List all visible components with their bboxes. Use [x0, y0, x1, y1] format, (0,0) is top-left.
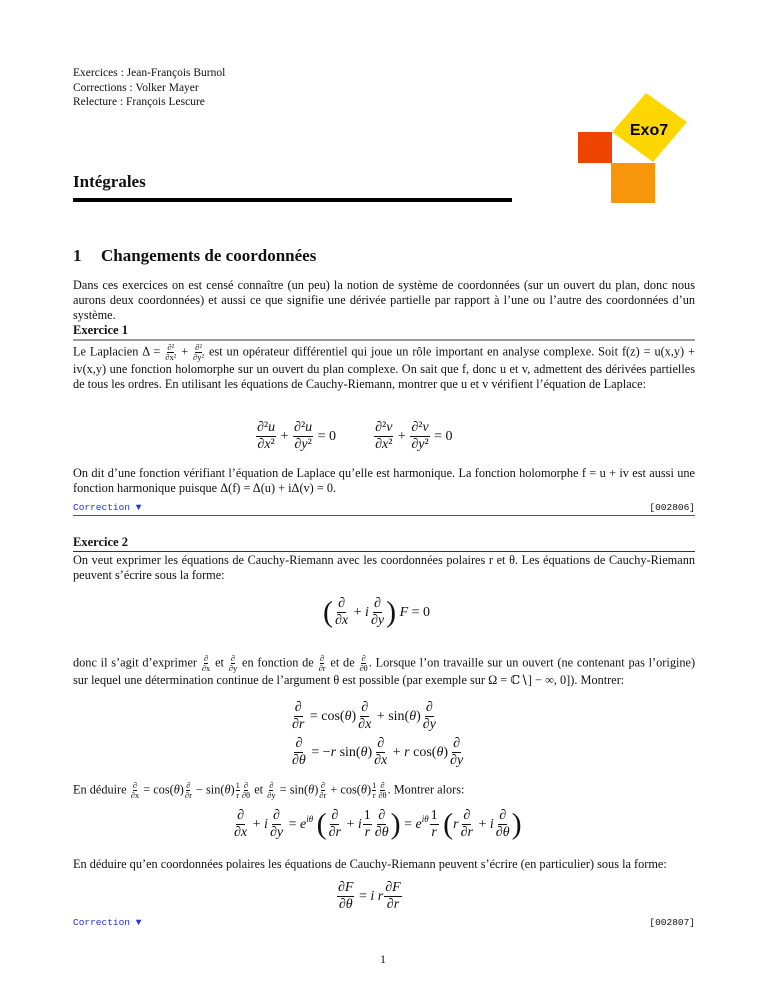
- exercise-2-intro: On veut exprimer les équations de Cauchy-Riemann avec les coordonnées polaires r et θ. Les équations de Cauchy-Riemann peuvent s’écrire sous la forme:: [73, 553, 695, 582]
- exercise-1-heading: Exercice 1: [73, 323, 695, 341]
- correction-link-1[interactable]: Correction ▼: [73, 502, 142, 513]
- polar-cauchy-riemann: $\frac{\partial F}{\partial\theta}$ = i r $\frac{\partial F}{\partial r}$: [338, 880, 401, 913]
- exercise-1-statement: Le Laplacien Δ = ∂² ∂x² + ∂² ∂y² est un opérateur différentiel qui joue un rôle important en analyse complexe. Soit f(z) = u(x,y) + iv(x,y) une fonction holomorphe sur un ouvert du plan complexe. On sait que f, donc u et v, admettent des dérivées partielles de tous les ordres. En utilisant les équations de Cauchy-Riemann, montrer que u et v vérifient l’équation de Laplace:: [73, 342, 696, 391]
- credit-corrections: Corrections : Volker Mayer: [73, 81, 199, 94]
- page-number: 1: [380, 952, 386, 966]
- polar-derivative-theta: $\frac{\partial}{\partial\theta}$ = −r sin(θ) $\frac{\partial}{\partial x}$ + r cos(θ) $\frac{\partial}{\partial y}$: [292, 736, 464, 769]
- cauchy-riemann-equation: ( $\frac{\partial}{\partial x}$ + i $\frac{\partial}{\partial y}$ ) F = 0: [323, 595, 431, 629]
- exercise-2-ref: [002807]: [649, 917, 695, 928]
- ex2-text-c: en fonction de: [242, 655, 314, 670]
- section-number: 1: [73, 246, 82, 265]
- exercise-1-conclusion: On dit d’une fonction vérifiant l’équation de Laplace qu’elle est harmonique. La fonction holomorphe f = u + iv est aussi une fonction harmonique puisque Δ(f) = Δ(u) + iΔ(v) = 0.: [73, 466, 695, 495]
- ex2-text-b: et: [215, 655, 224, 670]
- ex1-text-b: est un opérateur différentiel qui joue un rôle important en analyse complexe. Soit: [208, 344, 619, 359]
- title-rule: [73, 198, 512, 202]
- polar-derivative-r: $\frac{\partial}{\partial r}$ = cos(θ) $\frac{\partial}{\partial x}$ + sin(θ) $\frac{\partial}{\partial y}$: [292, 700, 436, 733]
- ex1-text-a: Le Laplacien Δ =: [73, 344, 161, 359]
- exercise-1-correction-bar: [73, 501, 695, 516]
- page-title: Intégrales: [73, 172, 146, 191]
- ex2-text-a: donc il s’agit d’exprimer: [73, 655, 198, 670]
- ex2-text-e: . Lorsque l’on travaille sur un ouvert (ne contenant pas l’origine) sur lequel une détermination continue de l’argument θ est possible (par exemple sur Ω = ℂ∖] − ∞, 0]). Montrer:: [73, 655, 696, 687]
- d2-dx2-fraction: ∂² ∂x²: [165, 342, 177, 362]
- ex2-show-label: Montrer alors:: [393, 782, 465, 797]
- exo7-logo: [570, 60, 710, 230]
- laplace-equations: $\frac{\text{∂²u}}{\text{∂x²}}$ + $\frac{\text{∂²u}}{\text{∂y²}}$ = 0 $\frac{\text{∂²v}}{\text{∂x²}}$ + $\frac{\text{∂²v}}{\text{∂y²}}$ = 0: [257, 420, 453, 453]
- exercise-2-heading: Exercice 2: [73, 535, 695, 552]
- logo-text: Exo7: [629, 122, 669, 139]
- d2-dy2-fraction: ∂² ∂y²: [193, 342, 205, 362]
- exercise-2-correction-bar: [73, 916, 695, 930]
- exercise-1-ref: [002806]: [649, 502, 695, 513]
- credit-exercices: Exercices : Jean-François Burnol: [73, 67, 226, 79]
- polar-operator-equation: $\frac{\partial}{\partial x}$ + i $\frac{\partial}{\partial y}$ = $e^{i\theta}$ ( $\frac{\partial}{\partial r}$ + i $\frac{1}{r}$ $\frac{\partial}{\partial\theta}$ ) = $e^{i\theta}$ $\frac{1}{r}$ (r $\frac{\partial}{\partial r}$ + i $\frac{\partial}{\partial\theta}$ ): [234, 807, 522, 841]
- section-heading: [73, 246, 316, 266]
- exercise-2-polar-conclusion: En déduire qu’en coordonnées polaires les équations de Cauchy-Riemann peuvent s’écrire (en particulier) sous la forme:: [73, 857, 667, 871]
- exercise-2-paragraph-2: donc il s’agit d’exprimer ∂ ∂x et ∂ ∂y en fonction de ∂ ∂r et de ∂ ∂θ . Lorsque l’on travaille sur un ouvert (ne contenant pas l’origine) sur lequel une détermination continue de l’argument θ est possible (par exemple sur Ω = ℂ∖] − ∞, 0]). Montrer:: [73, 653, 696, 687]
- correction-link-2[interactable]: Correction ▼: [73, 917, 142, 928]
- credits-block: [73, 66, 225, 110]
- credit-relecture: Relecture : François Lescure: [73, 96, 205, 108]
- ex1-text-c: f(z) = u(x,y) + iv(x,y) une fonction holomorphe sur un ouvert du plan complexe. On sait que f, donc u et v, admettent des dérivées partielles de tous les ordres. En utilisant les équations de Cauchy-Riemann, montrer que u et v vérifient l’équation de Laplace:: [73, 344, 696, 391]
- ex2-deduce-label: En déduire: [73, 782, 127, 797]
- ex2-text-d: et de: [330, 655, 355, 670]
- section-title: Changements de coordonnées: [101, 246, 317, 265]
- intro-paragraph: Dans ces exercices on est censé connaître (un peu) la notion de système de coordonnées (sur un ouvert du plan, donc nous aurons deux coordonnées) et aussi ce que signifie une dérivée partielle par rapport à l’une ou l’autre des coordonnées d’un système.: [73, 278, 695, 322]
- exercise-2-deduce: En déduire ∂ ∂x = cos(θ) ∂ ∂r − sin(θ) $\frac{1}{r}$ ∂ ∂θ et ∂ ∂y = sin(θ) ∂ ∂r + cos(θ) $\frac{1}{r}$ ∂ ∂θ . Montrer alors:: [73, 780, 465, 800]
